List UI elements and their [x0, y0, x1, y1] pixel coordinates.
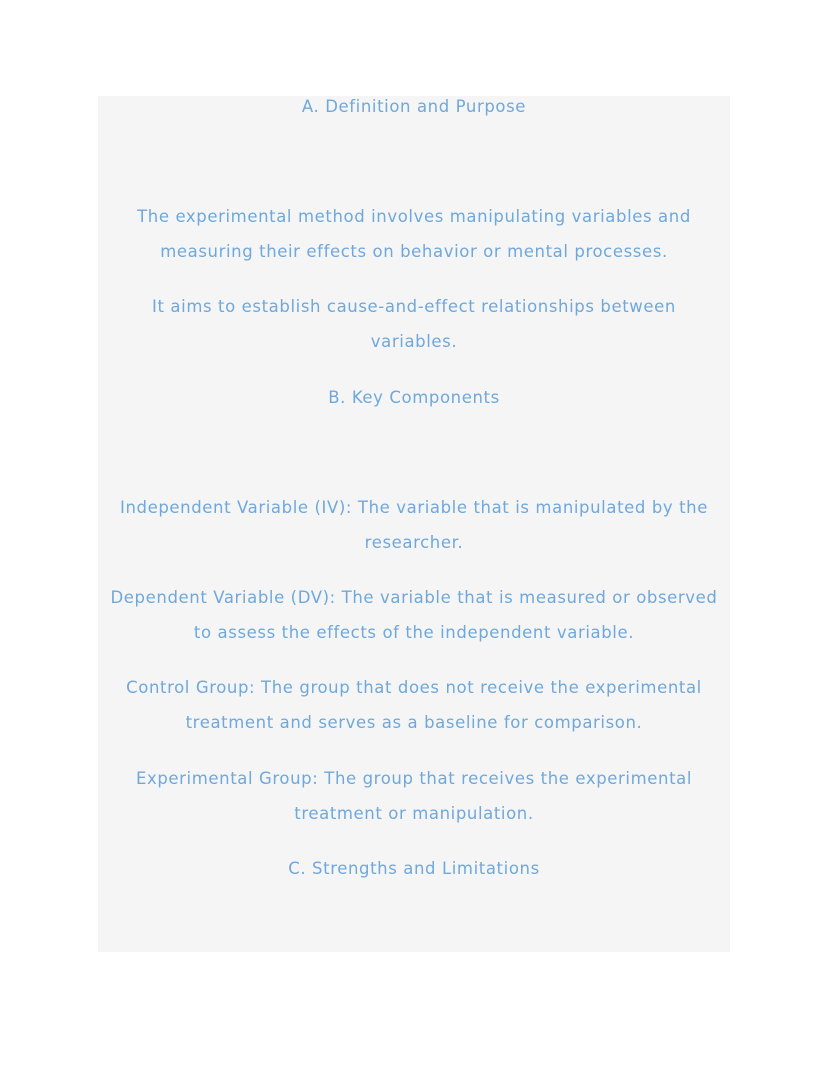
paragraph-line: Dependent Variable (DV): The variable that is measured or observed: [110, 588, 718, 607]
paragraph-line: treatment and serves as a baseline for comparison.: [185, 713, 643, 732]
section-heading-strengths-limitations: C. Strengths and Limitations: [288, 859, 540, 878]
paragraph-line: Experimental Group: The group that receives the experimental: [135, 769, 693, 788]
paragraph-line: to assess the effects of the independent variable.: [193, 623, 635, 642]
paragraph-line: The experimental method involves manipulating variables and: [137, 207, 691, 226]
paragraph-line: Independent Variable (IV): The variable that is manipulated by the: [120, 498, 708, 517]
paragraph-line: It aims to establish cause-and-effect relationships between: [152, 297, 676, 316]
paragraph-line: variables.: [370, 332, 458, 351]
section-heading-definition: A. Definition and Purpose: [301, 97, 527, 116]
paragraph-line: measuring their effects on behavior or mental processes.: [160, 242, 668, 261]
paragraph-line: treatment or manipulation.: [294, 804, 534, 823]
paragraph-line: Control Group: The group that does not receive the experimental: [126, 678, 702, 697]
paragraph-line: researcher.: [364, 533, 464, 552]
section-heading-key-components: B. Key Components: [328, 388, 500, 407]
